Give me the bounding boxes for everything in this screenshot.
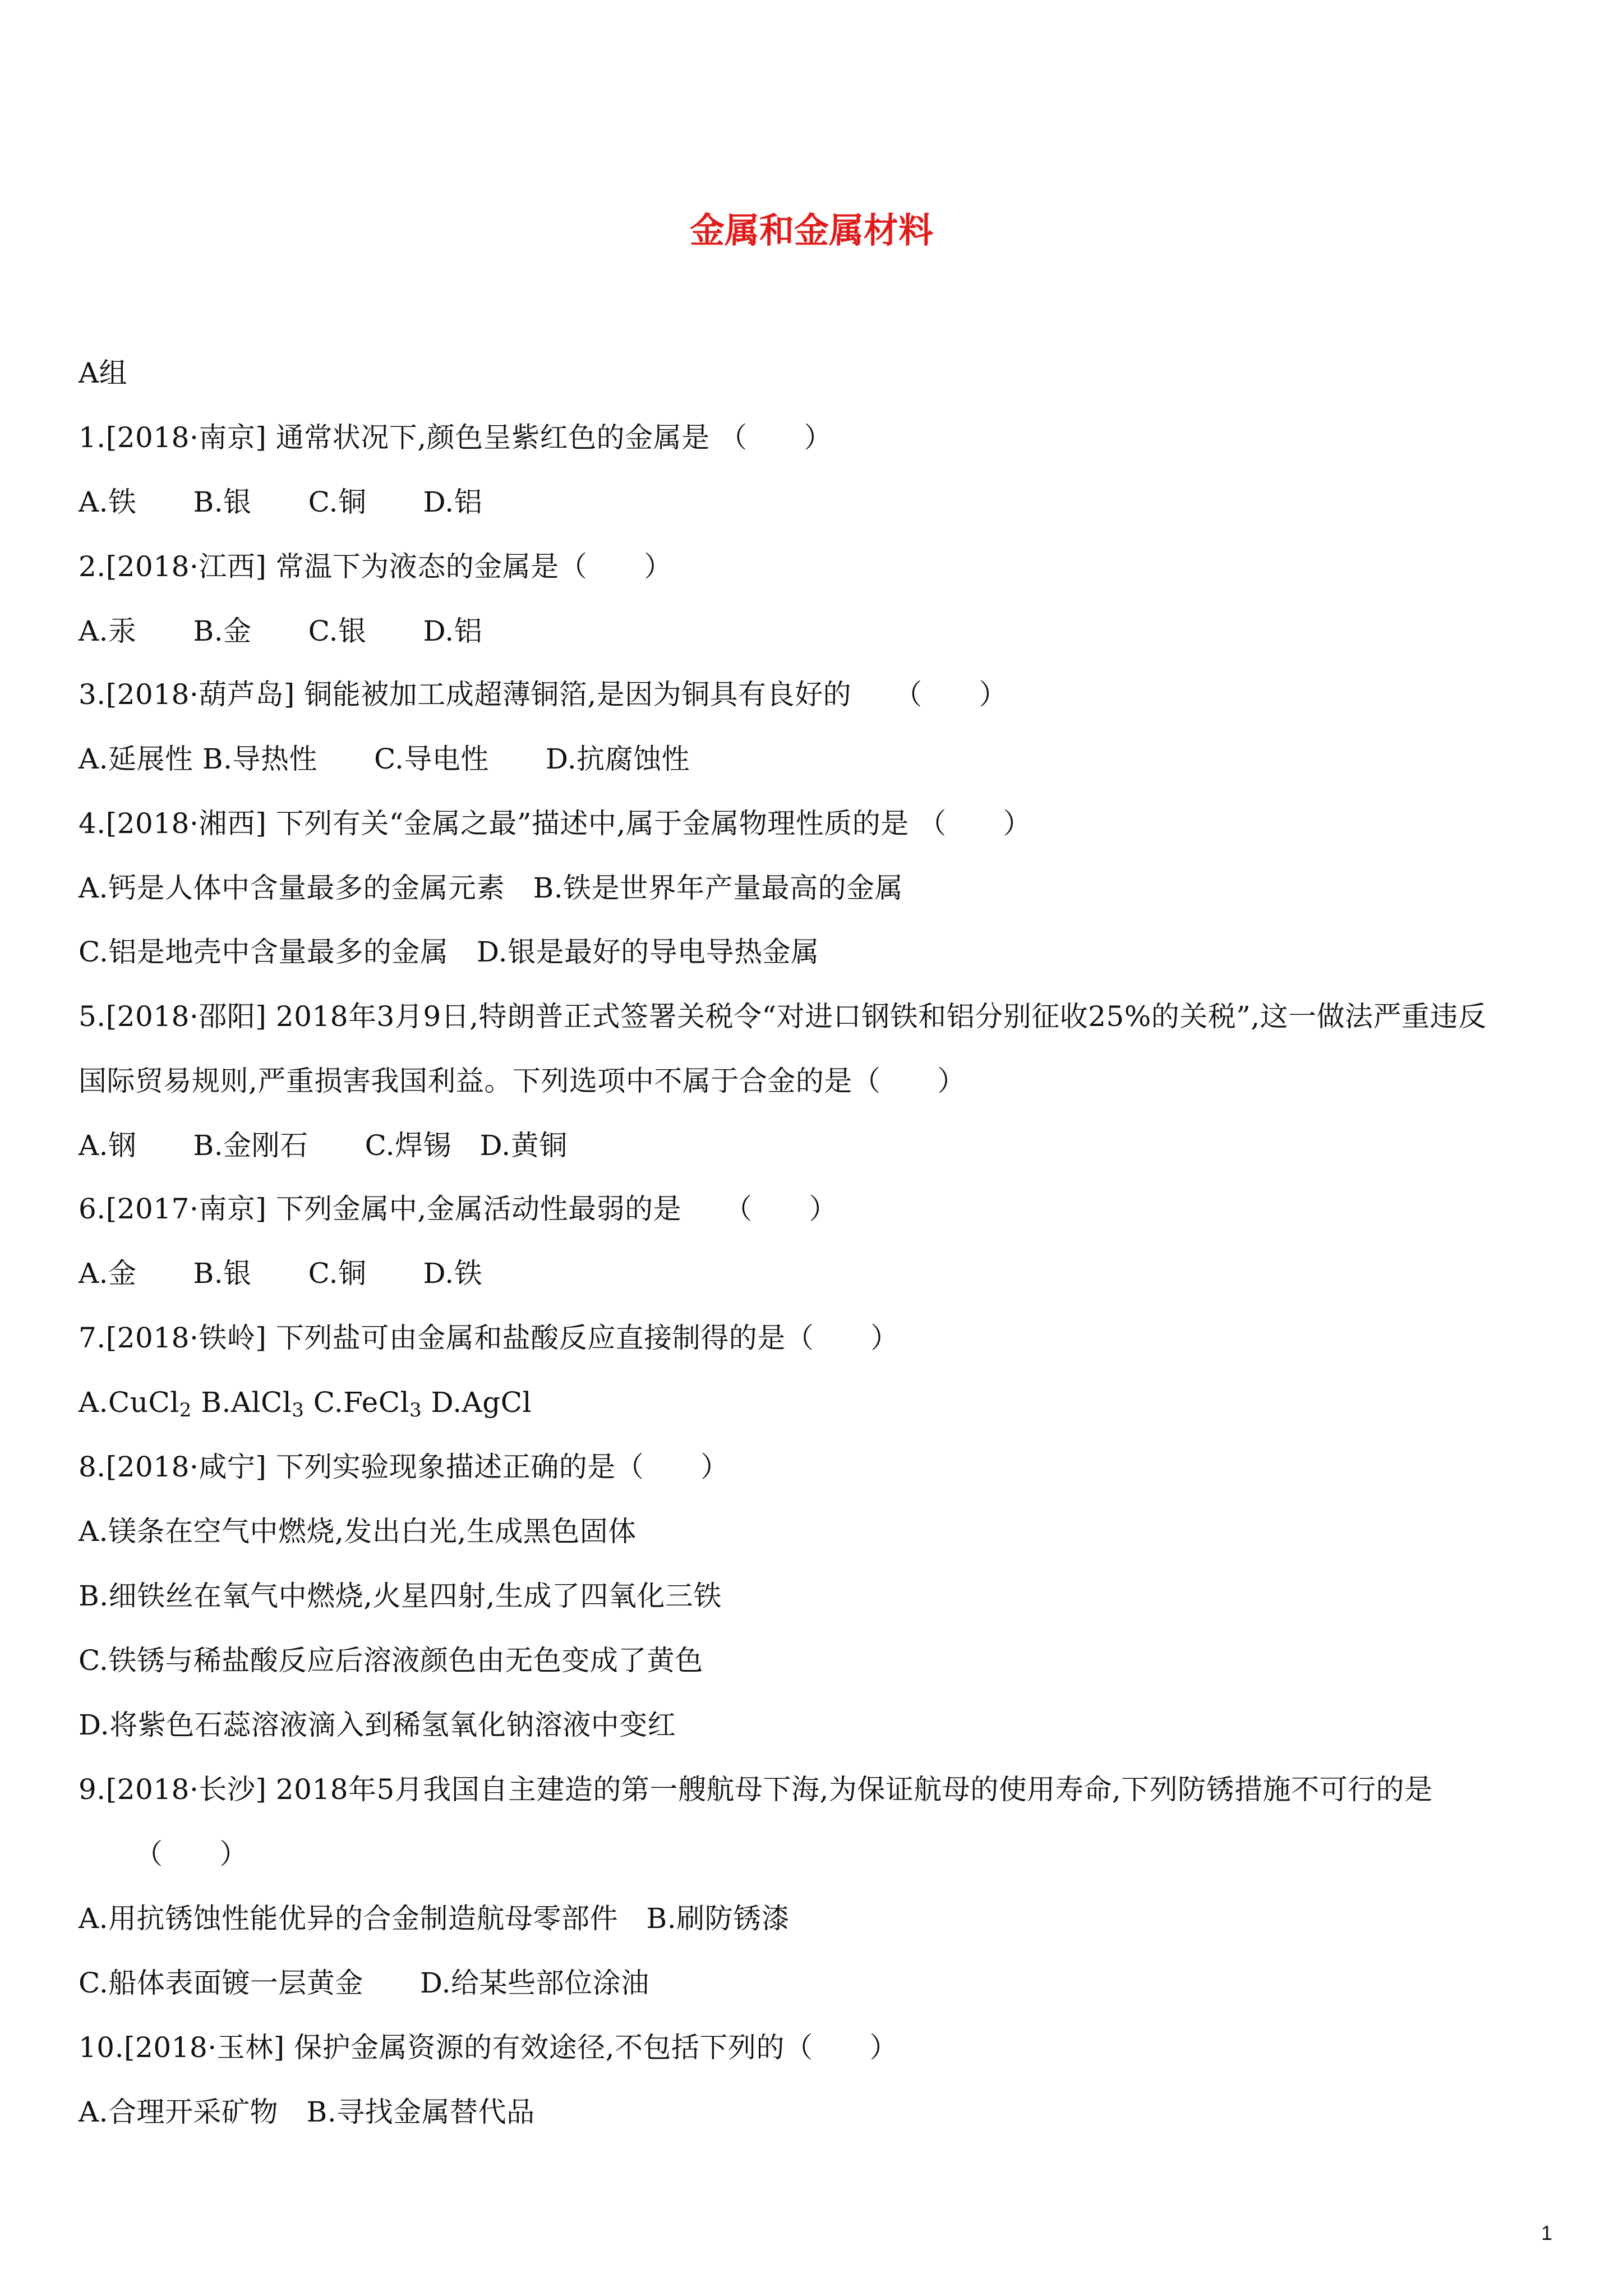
question-8 [79, 1453, 729, 1481]
option-b: B.AlCl [191, 1386, 292, 1419]
question-source: [2018·邵阳] [105, 1000, 267, 1033]
question-text: 下列盐可由金属和盐酸反应直接制得的是（ ） [266, 1322, 899, 1354]
question-number: 10. [79, 2031, 125, 2064]
question-text: 通常状况下,颜色呈紫红色的金属是 （ ） [266, 421, 833, 454]
question-number: 1. [79, 421, 106, 454]
option-b-subscript: 3 [292, 1399, 305, 1421]
question-1 [79, 421, 833, 454]
question-7 [79, 1324, 899, 1352]
question-2-options: A.汞 B.金 C.银 D.铝 [79, 615, 483, 647]
question-10 [79, 2033, 898, 2062]
question-number: 5. [79, 1000, 106, 1033]
question-source: [2018·铁岭] [105, 1322, 267, 1354]
question-number: 4. [79, 807, 106, 840]
question-number: 2. [79, 550, 106, 583]
option-c: C.FeCl [304, 1386, 409, 1419]
question-text: 常温下为液态的金属是（ ） [266, 550, 672, 583]
question-source: [2018·玉林] [124, 2031, 285, 2064]
question-source: [2018·长沙] [105, 1773, 267, 1806]
question-number: 9. [79, 1773, 106, 1806]
question-5 [79, 1000, 1487, 1033]
question-source: [2018·咸宁] [105, 1451, 267, 1483]
question-source: [2018·江西] [105, 550, 267, 583]
question-7-options [79, 1388, 532, 1420]
question-text: 下列有关“金属之最”描述中,属于金属物理性质的是 （ ） [266, 807, 1032, 840]
question-5-options: A.钢 B.金刚石 C.焊锡 D.黄铜 [79, 1129, 568, 1162]
question-1-options: A.铁 B.银 C.铜 D.铝 [79, 486, 483, 518]
question-8-option-d: D.将紫色石蕊溶液滴入到稀氢氧化钠溶液中变红 [79, 1709, 676, 1741]
question-2 [79, 550, 672, 583]
question-4-options-cd: C.铝是地壳中含量最多的金属 D.银是最好的导电导热金属 [79, 936, 819, 968]
group-label: A组 [79, 357, 128, 389]
question-8-option-a: A.镁条在空气中燃烧,发出白光,生成黑色固体 [79, 1515, 637, 1548]
question-5-continued: 国际贸易规则,严重损害我国利益。下列选项中不属于合金的是（ ） [79, 1065, 966, 1097]
option-c-subscript: 3 [409, 1399, 422, 1421]
question-9-options-ab: A.用抗锈蚀性能优异的合金制造航母零部件 B.刷防锈漆 [79, 1902, 790, 1935]
question-10-options-ab: A.合理开采矿物 B.寻找金属替代品 [79, 2096, 535, 2128]
question-8-option-c: C.铁锈与稀盐酸反应后溶液颜色由无色变成了黄色 [79, 1644, 703, 1677]
question-6 [79, 1195, 837, 1223]
question-4 [79, 809, 1031, 838]
question-9 [79, 1773, 1433, 1806]
question-4-options-ab: A.钙是人体中含量最多的金属元素 B.铁是世界年产量最高的金属 [79, 872, 903, 904]
question-text: 下列金属中,金属活动性最弱的是 （ ） [266, 1193, 838, 1225]
option-a-subscript: 2 [179, 1399, 192, 1421]
option-a: A.CuCl [79, 1386, 179, 1419]
question-9-options-cd: C.船体表面镀一层黄金 D.给某些部位涂油 [79, 1967, 649, 1999]
option-d: D.AgCl [422, 1386, 532, 1419]
page-number: 1 [1541, 2221, 1552, 2244]
question-9-answer-bracket: （ ） [135, 1838, 248, 1870]
page-title: 金属和金属材料 [689, 210, 933, 251]
question-source: [2018·湘西] [105, 807, 267, 840]
question-6-options: A.金 B.银 C.铜 D.铁 [79, 1257, 483, 1290]
question-text: 下列实验现象描述正确的是（ ） [266, 1451, 729, 1483]
question-number: 6. [79, 1193, 106, 1225]
question-text: 铜能被加工成超薄铜箔,是因为铜具有良好的 （ ） [294, 678, 1008, 711]
question-8-option-b: B.细铁丝在氧气中燃烧,火星四射,生成了四氧化三铁 [79, 1580, 722, 1612]
question-3 [79, 678, 1008, 711]
question-source: [2017·南京] [105, 1193, 267, 1225]
question-source: [2018·葫芦岛] [105, 678, 295, 711]
question-number: 7. [79, 1322, 106, 1354]
question-number: 8. [79, 1451, 106, 1483]
question-text: 2018年3月9日,特朗普正式签署关税令“对进口钢铁和铝分别征收25%的关税”,这一做法严重违反 [266, 1000, 1487, 1033]
question-text: 保护金属资源的有效途径,不包括下列的（ ） [284, 2031, 898, 2064]
question-text: 2018年5月我国自主建造的第一艘航母下海,为保证航母的使用寿命,下列防锈措施不可行的是 [266, 1773, 1433, 1806]
question-source: [2018·南京] [105, 421, 267, 454]
question-3-options: A.延展性 B.导热性 C.导电性 D.抗腐蚀性 [79, 743, 690, 775]
question-number: 3. [79, 678, 106, 711]
